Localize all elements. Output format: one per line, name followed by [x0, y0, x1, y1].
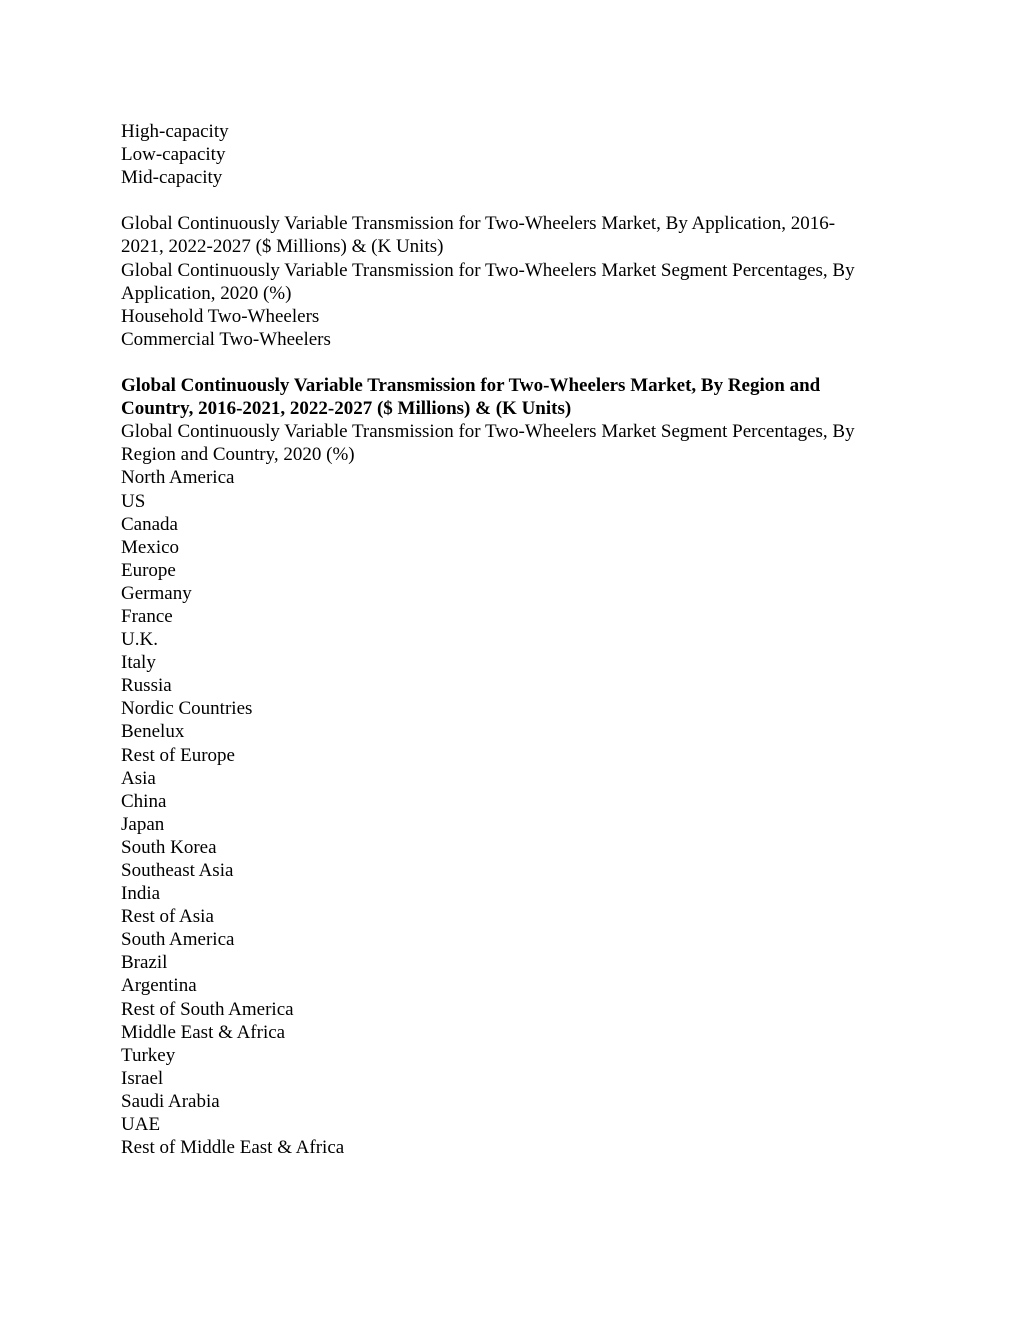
list-item: UAE	[121, 1114, 161, 1136]
list-item: Russia	[121, 675, 172, 697]
list-item: China	[121, 790, 167, 812]
list-item: Commercial Two-Wheelers	[121, 328, 331, 350]
list-item: U.K.	[121, 629, 158, 651]
list-item: Brazil	[121, 952, 168, 974]
application-percent-title-line2: Application, 2020 (%)	[121, 282, 292, 304]
list-item: Turkey	[121, 1044, 176, 1066]
list-item: India	[121, 883, 161, 905]
list-item: Mid-capacity	[121, 167, 223, 189]
list-item: Canada	[121, 513, 178, 535]
list-item: South America	[121, 929, 235, 951]
list-item: Argentina	[121, 975, 197, 997]
application-section	[121, 212, 911, 351]
list-item: Japan	[121, 813, 165, 835]
list-item: Low-capacity	[121, 144, 226, 166]
list-item: France	[121, 605, 173, 627]
list-item: South Korea	[121, 836, 217, 858]
list-item: US	[121, 490, 146, 512]
application-percent-title-line1: Global Continuously Variable Transmission for Two-Wheelers Market Segment Percentages, By	[121, 259, 855, 281]
paragraph-gap	[121, 189, 911, 212]
document-page	[121, 120, 911, 1159]
paragraph-gap	[121, 351, 911, 374]
list-item: Asia	[121, 767, 156, 789]
list-item: North America	[121, 467, 235, 489]
list-item: Israel	[121, 1067, 164, 1089]
list-item: Saudi Arabia	[121, 1090, 220, 1112]
list-item: Rest of Europe	[121, 744, 235, 766]
list-item: High-capacity	[121, 121, 229, 142]
application-table-title-line1: Global Continuously Variable Transmission for Two-Wheelers Market, By Application, 2016-	[121, 213, 836, 235]
list-item: Household Two-Wheelers	[121, 305, 320, 327]
list-item: Rest of Asia	[121, 906, 214, 928]
list-item: Mexico	[121, 536, 180, 558]
list-item: Italy	[121, 652, 156, 674]
list-item: Rest of South America	[121, 998, 294, 1020]
list-item: Europe	[121, 559, 176, 581]
region-list	[121, 466, 911, 1159]
region-section	[121, 374, 911, 1159]
list-item: Rest of Middle East & Africa	[121, 1137, 345, 1159]
application-table-title-line2: 2021, 2022-2027 ($ Millions) & (K Units)	[121, 236, 444, 258]
capacity-list	[121, 120, 911, 189]
region-percent-title-line2: Region and Country, 2020 (%)	[121, 444, 355, 466]
list-item: Nordic Countries	[121, 698, 253, 720]
list-item: Benelux	[121, 721, 185, 743]
region-heading-line1: Global Continuously Variable Transmission for Two-Wheelers Market, By Region and	[121, 375, 821, 397]
list-item: Middle East & Africa	[121, 1021, 286, 1043]
list-item: Southeast Asia	[121, 860, 234, 881]
region-percent-title-line1: Global Continuously Variable Transmission for Two-Wheelers Market Segment Percentages, By	[121, 421, 855, 443]
region-heading-line2: Country, 2016-2021, 2022-2027 ($ Millions) & (K Units)	[121, 398, 572, 420]
list-item: Germany	[121, 582, 192, 604]
